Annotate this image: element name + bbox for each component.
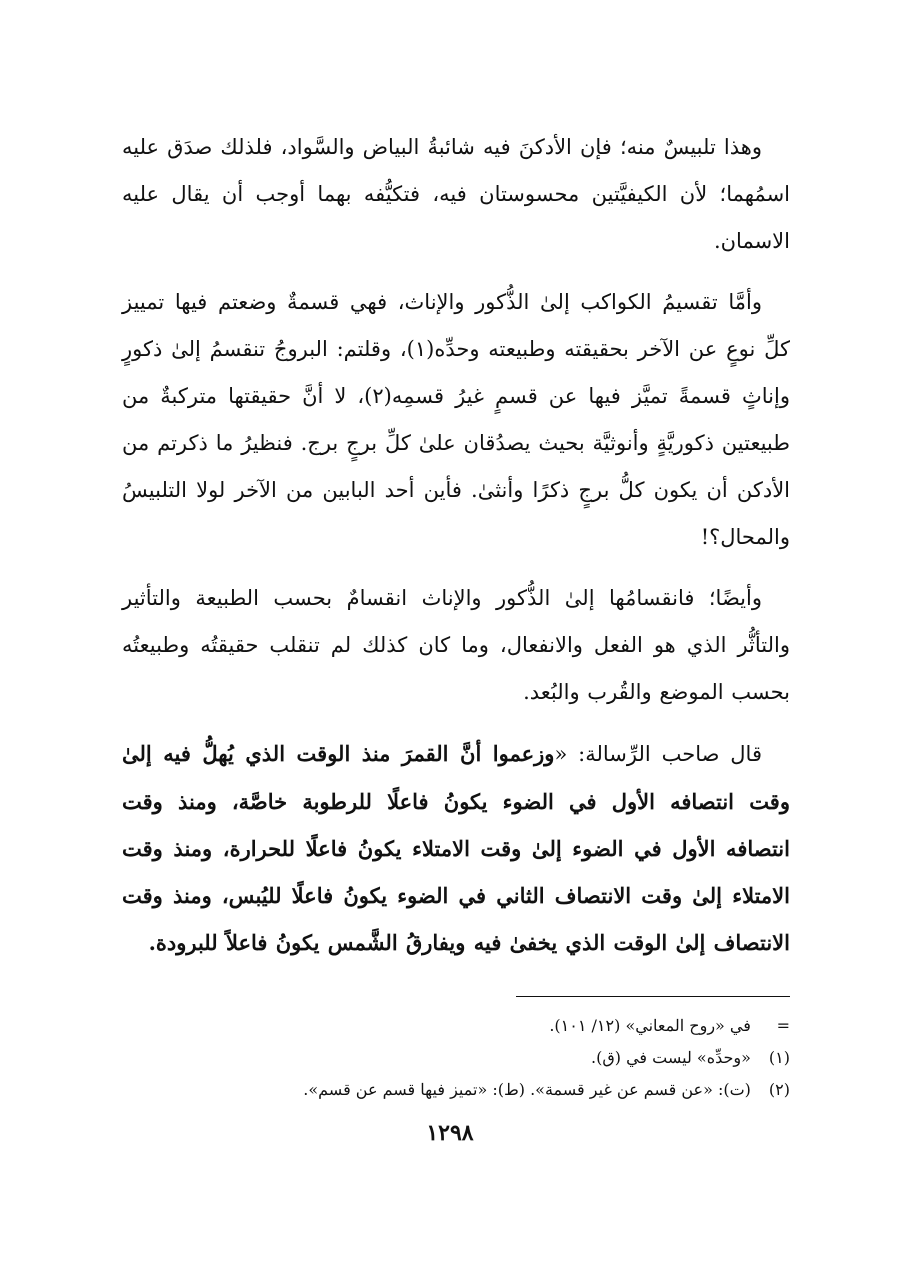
paragraph-3: وأيضًا؛ فانقسامُها إلىٰ الذُّكور والإناث انقسامٌ بحسب الطبيعة والتأثير والتأثُّر الذي هو الفعل والانفعال، وما كان كذلك لم تنقلب حقيقتُه وطبيعتُه بحسب الموضع والقُرب والبُعد.: [122, 586, 790, 704]
footnote-text: «وحدِّه» ليست في (ق).: [591, 1048, 751, 1067]
paragraph-2: وأمَّا تقسيمُ الكواكب إلىٰ الذُّكور والإناث، فهي قسمةٌ وضعتم فيها تمييز كلِّ نوعٍ عن الآخر بحقيقته وطبيعته وحدِّه(١)، وقلتم: البروجُ تنقسمُ إلىٰ ذكورٍ وإناثٍ قسمةً تميَّز فيها عن قسمٍ غيرُ قسمِه(٢)، لا أنَّ حقيقتها متركبةٌ من طبيعتين ذكوريَّةٍ وأنوثيَّة بحيث يصدُقان علىٰ كلِّ برجٍ برج. فنظيرُ ما ذكرتم من الأدكن أن يكون كلُّ برجٍ ذكرًا وأنثىٰ. فأين أحد البابين من الآخر لولا التلبيسُ والمحال؟!: [122, 290, 791, 549]
quote-text: وزعموا أنَّ القمرَ منذ الوقت الذي يُهلُّ فيه إلىٰ وقت انتصافه الأول في الضوء يكونُ فاعلًا للرطوبة خاصَّة، ومنذ وقت انتصافه الأول في الضوء إلىٰ وقت الامتلاء يكونُ فاعلًا للحرارة، ومنذ وقت الامتلاء إلىٰ وقت الانتصاف الثاني في الضوء يكونُ فاعلًا لليُبس، ومنذ وقت الانتصاف إلىٰ الوقت الذي يخفىٰ فيه ويفارقُ الشَّمس يكونُ فاعلاً للبرودة.: [122, 741, 790, 955]
footnote-1: [122, 1042, 790, 1074]
footnote-marker: (١): [768, 1048, 790, 1067]
page-number: ١٢٩٨: [426, 1120, 474, 1146]
footnote-marker: =: [776, 1016, 790, 1035]
footnote-2: [122, 1074, 790, 1106]
quote-lead: قال صاحب الرِّسالة: «: [554, 742, 762, 766]
footnote-text: في «روح المعاني» (١٢/ ١٠١).: [549, 1016, 751, 1035]
footnote-text: (ت): «عن قسم عن غير قسمة». (ط): «تميز فيها قسم عن قسم».: [303, 1080, 751, 1099]
footnote-divider: [516, 996, 790, 997]
main-text: [122, 124, 790, 980]
paragraph-1: وهذا تلبيسٌ منه؛ فإن الأدكنَ فيه شائبةُ البياض والسَّواد، فلذلك صدَق عليه اسمُهما؛ لأن الكيفيَّتين محسوستان فيه، فتكيُّفه بهما أوجب أن يقال عليه الاسمان.: [122, 135, 790, 253]
footnotes: [122, 1010, 790, 1106]
footnote-marker: (٢): [768, 1080, 790, 1099]
quote-paragraph: [122, 730, 790, 966]
footnote-continuation: [122, 1010, 790, 1042]
